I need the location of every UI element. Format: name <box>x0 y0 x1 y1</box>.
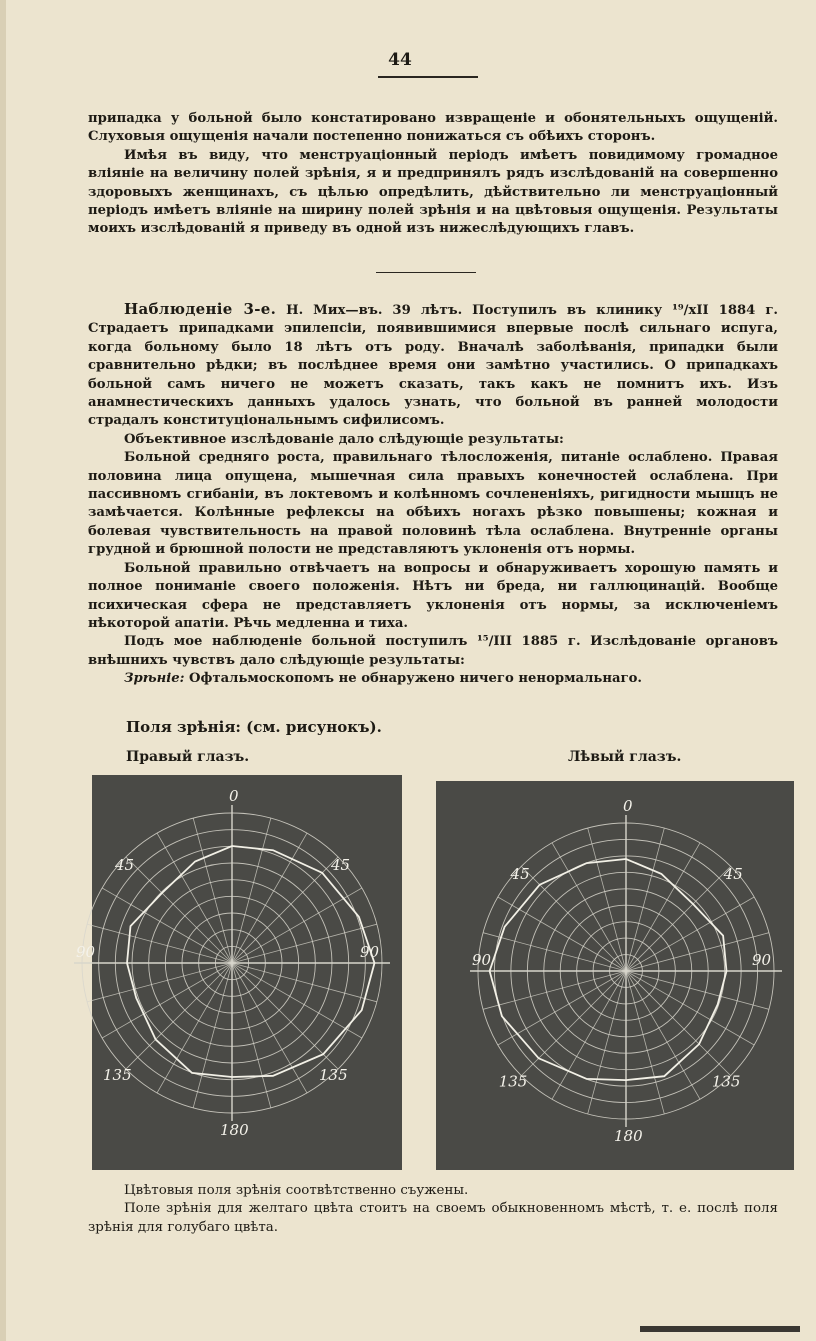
paragraph: Подъ мое наблюденіе больной поступилъ ¹⁵/III 1885 г. Изслѣдованіе органовъ внѣшнихъ чувствъ дало слѣдующіе результаты: <box>88 634 778 668</box>
perimeter-label-lower-right: 135 <box>711 1072 741 1091</box>
paragraph: Больной правильно отвѣчаетъ на вопросы и обнаруживаетъ хорошую память и полное пониманіе своего положенія. Нѣтъ ни бреда, ни галлюцинацій. Вообще психическая сфера не представляетъ уклоненія отъ нормы, за исключеніемъ нѣкоторой апатіи. Рѣчь медленна и тиха. <box>88 560 778 631</box>
vision-label: Зрѣніе: <box>124 671 185 687</box>
perimeter-label-lower-left: 135 <box>498 1072 528 1091</box>
perimeter-label-top: 0 <box>229 787 239 805</box>
page-number: 44 <box>388 50 412 70</box>
paragraph: Объективное изслѣдованіе дало слѣдующіе результаты: <box>124 431 564 447</box>
observation-title: Наблюденіе 3-е. <box>124 300 277 318</box>
perimeter-meridian <box>626 866 731 971</box>
vision-paragraph <box>88 670 778 688</box>
paragraph: Поле зрѣнія для желтаго цвѣта стоитъ на своемъ обыкновенномъ мѣстѣ, т. е. послѣ поля зрѣнія для голубаго цвѣта. <box>88 1201 778 1235</box>
left-eye-perimeter-chart <box>436 781 794 1170</box>
perimeter-meridian <box>232 963 338 1069</box>
paragraph: припадка у больной было констатировано извращеніе и обонятельныхъ ощущеній. Слуховыя ощущенія начали постепенно понижаться съ обѣихъ сторонъ. <box>88 111 778 145</box>
perimeter-label-top: 0 <box>623 797 633 815</box>
observation-text-block <box>88 300 778 689</box>
perimeter-label-left: 90 <box>472 951 492 969</box>
vision-text: Офтальмоскопомъ не обнаружено ничего ненормальнаго. <box>184 671 643 687</box>
perimeter-label-lower-left: 135 <box>103 1066 132 1084</box>
perimeter-meridian <box>521 866 626 971</box>
perimeter-meridian <box>626 828 664 971</box>
perimeter-meridian <box>87 924 232 963</box>
perimeter-label-upper-right: 45 <box>723 865 743 884</box>
perimeter-label-right: 90 <box>752 951 772 969</box>
perimeter-meridian <box>626 971 769 1009</box>
perimeter-meridian <box>126 857 232 963</box>
perimeter-meridian <box>232 924 377 963</box>
perimeter-meridian <box>232 963 377 1002</box>
perimeter-meridian <box>483 933 626 971</box>
perimeter-label-right: 90 <box>360 943 380 961</box>
perimeter-meridian <box>626 971 731 1076</box>
page-edge-shadow <box>0 0 6 1341</box>
perimeter-label-bottom: 180 <box>614 1127 643 1145</box>
perimeter-label-upper-left: 45 <box>115 856 135 874</box>
perimeter-label-upper-right: 45 <box>331 856 351 874</box>
perimeter-meridian <box>521 971 626 1076</box>
perimeter-label-bottom: 180 <box>220 1121 249 1139</box>
perimeter-meridian <box>87 963 232 1002</box>
perimeter-meridian <box>193 818 232 963</box>
paragraph: Цвѣтовыя поля зрѣнія соотвѣтственно съужены. <box>124 1183 469 1198</box>
paragraph-text: Н. Мих—въ. 39 лѣтъ. Поступилъ въ клинику ¹⁹/xII 1884 г. Страдаетъ припадками эпилепсіи, появившимися впервые послѣ сильнаго испуга, когда больному было 18 лѣтъ отъ роду. Вначалѣ заболѣванія, припадки были сравнительно рѣдки; въ послѣднее время они замѣтно участились. О припадкахъ больной самъ ничего не можетъ сказать, такъ какъ не помнитъ ихъ. Изъ анамнестическихъ данныхъ удалось узнать, что больной въ ранней молодости страдалъ конституціональнымъ сифилисомъ. <box>88 303 779 429</box>
perimeter-meridian <box>126 963 232 1069</box>
perimeter-meridian <box>626 933 769 971</box>
paragraph: Имѣя въ виду, что менструаціонный періодъ имѣетъ повидимому громадное вліяніе на величину полей зрѣнія, я и предпринялъ рядъ изслѣдованій на совершенно здоровыхъ женщинахъ, съ цѣлью опредѣлить, дѣйствительно ли менструаціонный періодъ имѣетъ вліяніе на ширину полей зрѣнія и на цвѣтовыя ощущенія. Результаты моихъ изслѣдованій я приведу въ одной изъ нижеслѣдующихъ главъ. <box>88 147 778 237</box>
left-eye-caption: Лѣвый глазъ. <box>568 749 682 765</box>
perimeter-meridian <box>626 971 664 1114</box>
perimeter-label-left: 90 <box>76 943 96 961</box>
section-separator <box>376 272 476 273</box>
perimeter-meridian <box>483 971 626 1009</box>
perimeter-meridian <box>588 971 626 1114</box>
right-perimeter-svg <box>76 775 402 1170</box>
perimeter-meridian <box>232 963 271 1108</box>
perimeter-meridian <box>588 828 626 971</box>
visual-field-outline <box>490 859 727 1080</box>
observation-first-paragraph <box>88 300 778 431</box>
fields-label: Поля зрѣнія: (см. рисунокъ). <box>126 718 382 736</box>
perimeter-label-upper-left: 45 <box>510 865 530 884</box>
perimeter-label-lower-right: 135 <box>319 1066 348 1084</box>
right-eye-perimeter-chart <box>76 775 402 1170</box>
paragraph: Больной средняго роста, правильнаго тѣлосложенія, питаніе ослаблено. Правая половина лица опущена, мышечная сила правыхъ конечностей ослаблена. При пассивномъ сгибаніи, въ локтевомъ и колѣнномъ сочлененіяхъ, ригидности мышцъ не замѣчается. Колѣнные рефлексы на обѣихъ ногахъ рѣзко повышены; кожная и болевая чувствительность на правой половинѣ тѣла ослаблена. Внутренніе органы грудной и брюшной полости не представляютъ уклоненія отъ нормы. <box>88 450 778 558</box>
intro-text-block <box>88 110 778 239</box>
left-perimeter-svg <box>436 781 794 1170</box>
perimeter-meridian <box>193 963 232 1108</box>
page-bottom-bar <box>640 1326 800 1332</box>
color-fields-text-block <box>88 1182 778 1237</box>
page-number-rule <box>378 76 478 78</box>
perimeter-meridian <box>232 818 271 963</box>
right-eye-caption: Правый глазъ. <box>126 749 250 765</box>
